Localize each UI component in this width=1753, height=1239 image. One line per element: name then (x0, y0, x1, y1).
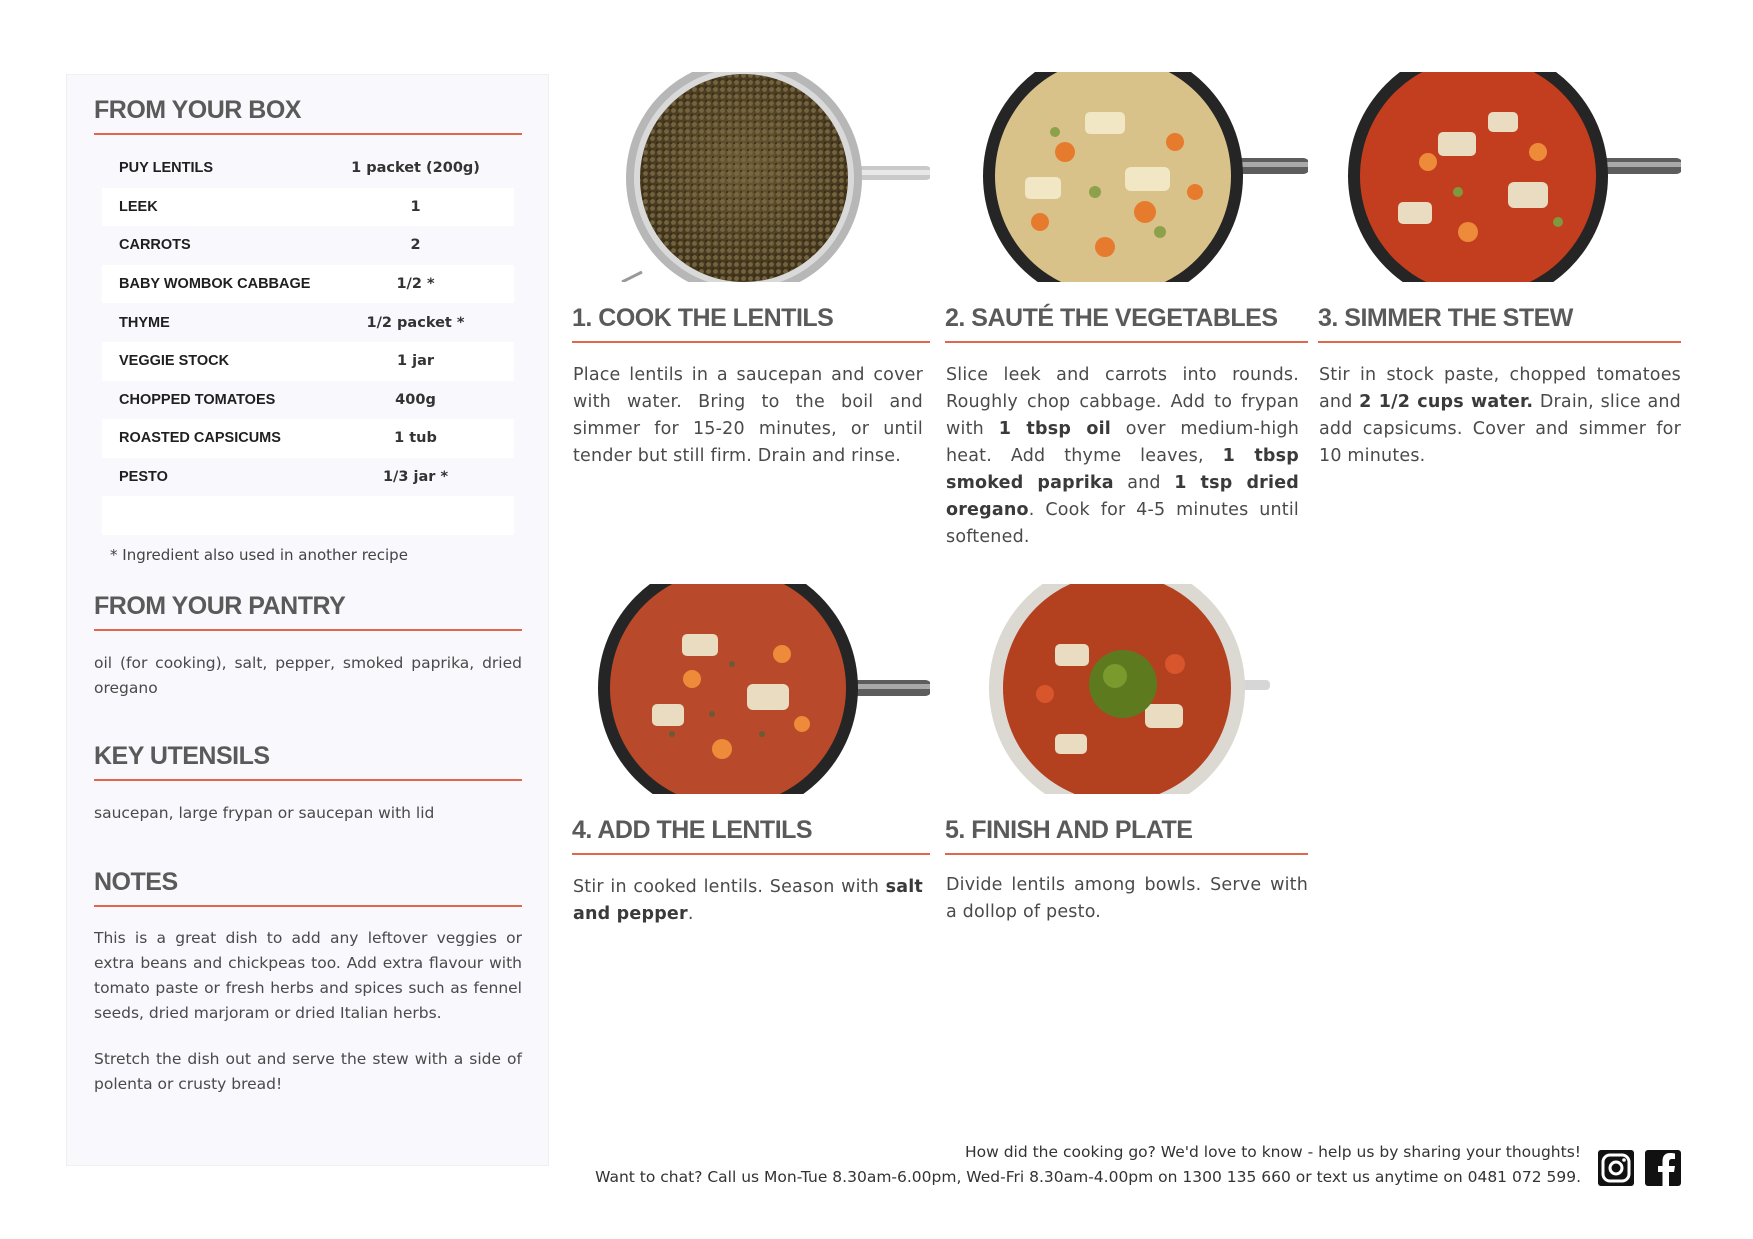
step-1-photo-lentils-strainer (572, 72, 930, 282)
ingredient-name: PUY LENTILS (119, 160, 213, 177)
ingredient-row (102, 265, 514, 304)
feedback-message: How did the cooking go? We'd love to know - help us by sharing your thoughts! (964, 1143, 1581, 1161)
ingredient-quantity: 1/3 jar * (382, 469, 449, 486)
step-text-part: and (1113, 473, 1175, 493)
step-2-photo-saute-vegetables (945, 72, 1308, 282)
step-text-part: Place lentils in a saucepan and cover with water. Bring to the boil and simmer for 15-20 minutes, or until tender but still firm. Drain and rinse. (573, 365, 923, 466)
step-text-part: Divide lentils among bowls. Serve with a dollop of pesto. (946, 875, 1308, 922)
step-3-photo-simmer-stew (1318, 72, 1681, 282)
ingredient-name: VEGGIE STOCK (119, 353, 230, 370)
notes-title: NOTES (94, 868, 522, 907)
ingredient-name: ROASTED CAPSICUMS (119, 430, 281, 447)
step-4-text (573, 874, 923, 928)
pantry-text: oil (for cooking), salt, pepper, smoked paprika, dried oregano (94, 654, 522, 697)
step-4-title: 4. ADD THE LENTILS (572, 816, 930, 855)
ingredient-row (102, 149, 514, 188)
step-text-bold: 2 1/2 cups water. (1359, 392, 1534, 412)
ingredient-list (102, 149, 514, 535)
ingredient-quantity: 1 tub (394, 430, 437, 447)
ingredient-row (102, 188, 514, 227)
instagram-icon[interactable] (1598, 1150, 1634, 1186)
step-text-bold: 1 tsp dried oregano (946, 473, 1299, 520)
from-your-box-title: FROM YOUR BOX (94, 96, 522, 135)
notes-paragraph-1: This is a great dish to add any leftover veggies or extra beans and chickpeas too. Add extra flavour with tomato paste or fresh herbs and spices such as fennel seeds, dried marjoram or dried Italian herbs. (94, 929, 522, 1022)
from-your-pantry-title: FROM YOUR PANTRY (94, 592, 522, 631)
step-text-bold: salt and pepper (573, 877, 923, 924)
step-text-bold: 1 tbsp oil (998, 419, 1111, 439)
ingredient-row (102, 419, 514, 458)
ingredient-name: BABY WOMBOK CABBAGE (119, 276, 311, 293)
ingredient-name: CARROTS (119, 237, 191, 254)
step-text-part: . (687, 904, 694, 924)
step-1-text (573, 362, 923, 470)
ingredient-name: LEEK (119, 198, 158, 215)
notes-paragraph-2: Stretch the dish out and serve the stew with a side of polenta or crusty bread! (94, 1050, 522, 1093)
ingredient-quantity: 1/2 * (396, 276, 435, 293)
ingredient-quantity: 1/2 packet * (366, 314, 465, 331)
step-text-bold: 1 tbsp smoked paprika (946, 446, 1299, 493)
step-1-title: 1. COOK THE LENTILS (572, 304, 930, 343)
ingredient-row-empty (102, 496, 514, 535)
contact-message: Want to chat? Call us Mon-Tue 8.30am-6.00pm, Wed-Fri 8.30am-4.00pm on 1300 135 660 or text us anytime on 0481 072 599. (595, 1168, 1581, 1186)
ingredient-row (102, 458, 514, 497)
ingredient-quantity: 400g (395, 391, 436, 408)
step-text-part: Stir in cooked lentils. Season with (573, 877, 886, 897)
ingredient-row (102, 381, 514, 420)
ingredient-name: CHOPPED TOMATOES (119, 391, 276, 408)
facebook-icon[interactable] (1645, 1150, 1681, 1186)
step-4-photo-add-lentils (572, 584, 930, 794)
ingredient-name: THYME (119, 314, 170, 331)
ingredient-quantity: 1 jar (396, 353, 435, 370)
ingredient-row (102, 303, 514, 342)
ingredient-quantity: 1 packet (200g) (351, 160, 480, 177)
ingredient-footnote: * Ingredient also used in another recipe (110, 546, 408, 564)
step-text-part: over medium-high heat. Add thyme leaves, (946, 419, 1299, 466)
step-text-part: Drain, slice and add capsicums. Cover and simmer for 10 minutes. (1319, 392, 1681, 466)
step-3-text (1319, 362, 1681, 470)
utensils-text: saucepan, large frypan or saucepan with lid (94, 804, 435, 822)
ingredient-quantity: 2 (410, 237, 421, 254)
ingredient-name: PESTO (119, 469, 168, 486)
step-text-part: . Cook for 4-5 minutes until softened. (946, 500, 1299, 547)
step-2-text (946, 362, 1299, 551)
step-5-title: 5. FINISH AND PLATE (945, 816, 1308, 855)
step-2-title: 2. SAUTÉ THE VEGETABLES (945, 304, 1308, 343)
step-text-part: Stir in stock paste, chopped tomatoes and (1319, 365, 1681, 412)
step-5-text (946, 872, 1308, 926)
ingredient-row (102, 342, 514, 381)
key-utensils-title: KEY UTENSILS (94, 742, 522, 781)
step-5-photo-finish-plate (945, 584, 1308, 794)
step-text-part: Slice leek and carrots into rounds. Roughly chop cabbage. Add to frypan with (946, 365, 1299, 439)
ingredient-quantity: 1 (410, 198, 421, 215)
ingredient-row (102, 226, 514, 265)
step-3-title: 3. SIMMER THE STEW (1318, 304, 1681, 343)
